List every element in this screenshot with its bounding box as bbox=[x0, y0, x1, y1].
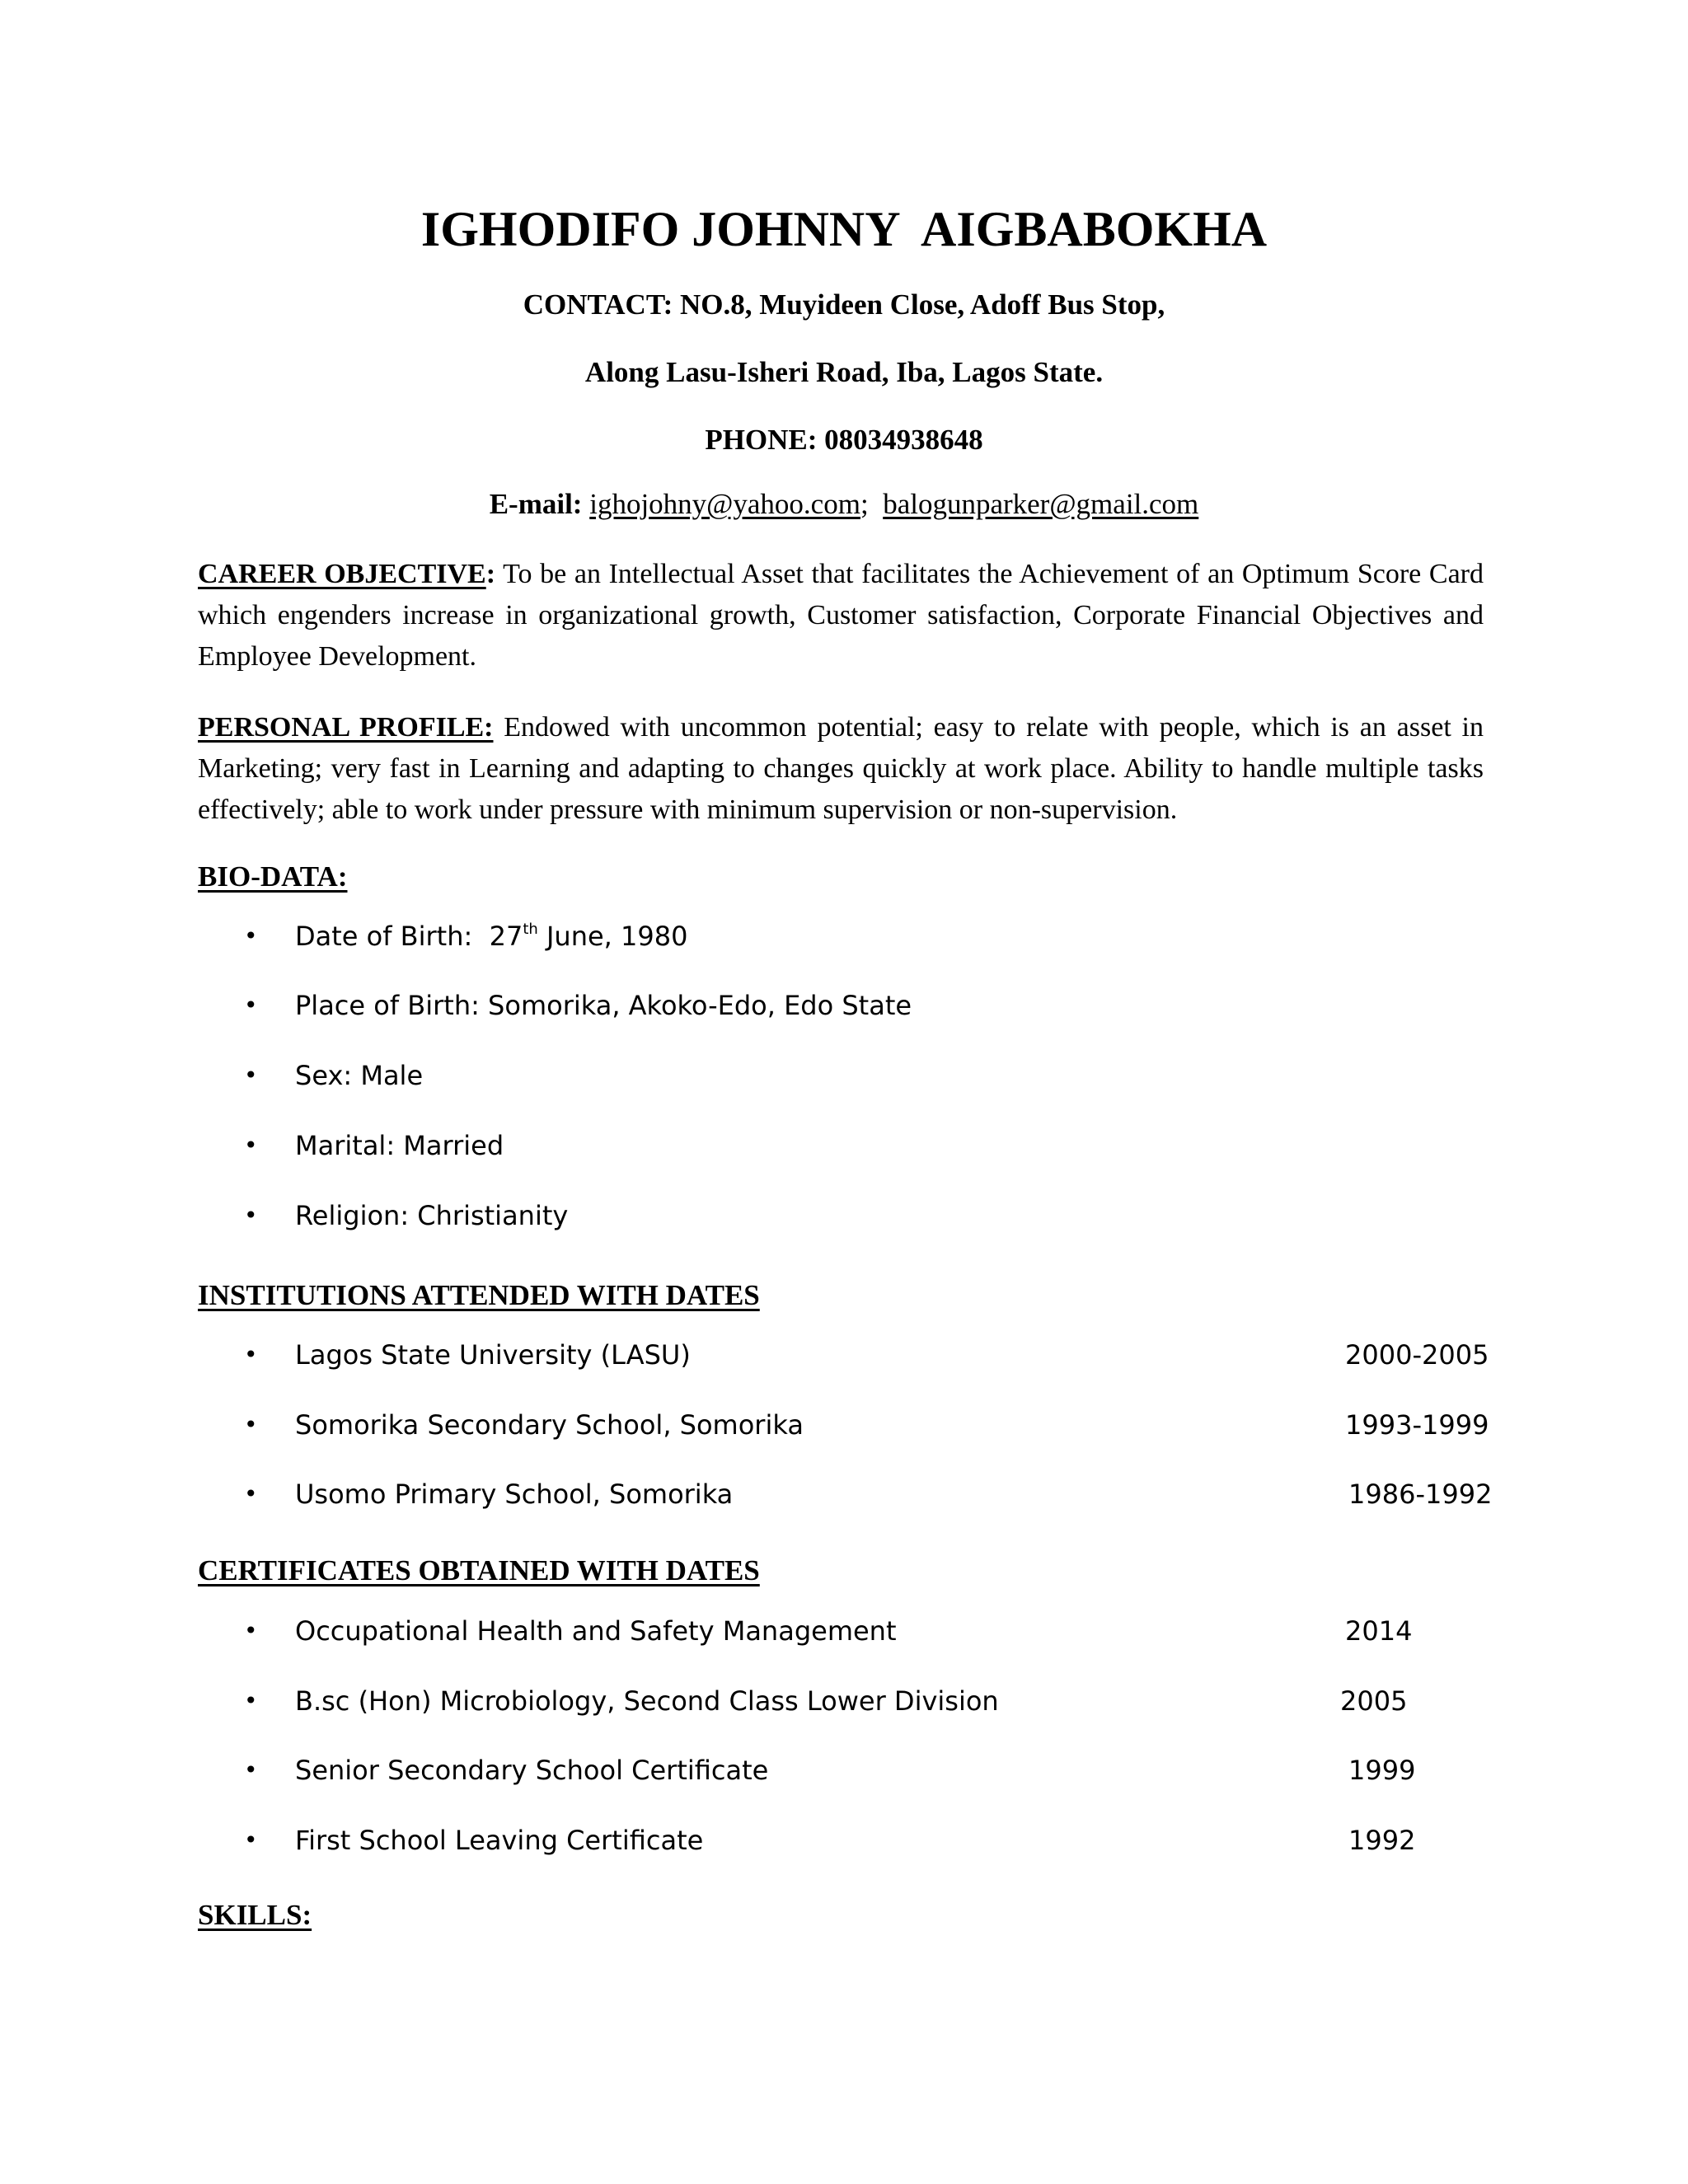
certificates-heading: CERTIFICATES OBTAINED WITH DATES bbox=[198, 1554, 760, 1586]
table-row bbox=[0, 1474, 1688, 1514]
email-line bbox=[0, 485, 1688, 524]
bullet: • bbox=[244, 1687, 258, 1714]
career-objective-heading: CAREER OBJECTIVE bbox=[198, 559, 486, 589]
contact-address-line-2: Along Lasu-Isheri Road, Iba, Lagos State. bbox=[584, 356, 1104, 388]
career-objective-text: To be an Intellectual Asset that facilitates the Achievement of an Optimum Score Card which engenders increase in organizational growth, Customer satisfaction, Corporate Financial Objectives and Employee Development. bbox=[198, 559, 1484, 672]
phone-number: PHONE: 08034938648 bbox=[705, 424, 983, 456]
bullet: • bbox=[244, 1826, 258, 1854]
dob-prefix: Date of Birth: 27 bbox=[295, 921, 523, 952]
dob-superscript: th bbox=[523, 921, 538, 938]
table-row bbox=[0, 1405, 1688, 1445]
bullet: • bbox=[244, 1341, 258, 1368]
bio-place-of-birth: Place of Birth: Somorika, Akoko-Edo, Edo State bbox=[295, 990, 912, 1021]
email-label: E-mail: bbox=[489, 488, 583, 520]
resume-name: IGHODIFO JOHNNY AIGBABOKHA bbox=[420, 202, 1268, 256]
table-row bbox=[0, 1681, 1688, 1721]
table-row bbox=[0, 1335, 1688, 1375]
bullet: • bbox=[244, 1132, 258, 1159]
list-item bbox=[0, 1056, 1688, 1095]
bio-marital: Marital: Married bbox=[295, 1130, 504, 1161]
personal-profile bbox=[198, 707, 1484, 831]
table-row bbox=[0, 1750, 1688, 1790]
bio-sex: Sex: Male bbox=[295, 1060, 424, 1091]
email-link-yahoo[interactable]: ighojohny@yahoo.com bbox=[589, 488, 860, 520]
career-objective bbox=[198, 554, 1484, 677]
list-item bbox=[0, 916, 1688, 956]
certificate-name: Senior Secondary School Certificate bbox=[295, 1755, 769, 1786]
email-separator: ; bbox=[860, 488, 869, 520]
institution-dates: 1993-1999 bbox=[1345, 1409, 1489, 1441]
career-objective-colon: : bbox=[485, 559, 496, 589]
table-row bbox=[0, 1821, 1688, 1860]
certificate-year: 2014 bbox=[1345, 1615, 1413, 1647]
certificate-name: B.sc (Hon) Microbiology, Second Class Lower Division bbox=[295, 1685, 999, 1717]
bio-date-of-birth bbox=[295, 916, 687, 956]
bullet: • bbox=[244, 991, 258, 1019]
certificate-year: 2005 bbox=[1340, 1685, 1408, 1717]
bullet: • bbox=[244, 1480, 258, 1507]
bullet: • bbox=[244, 1617, 258, 1644]
institution-name: Usomo Primary School, Somorika bbox=[295, 1479, 734, 1510]
contact-address-line-1: CONTACT: NO.8, Muyideen Close, Adoff Bus Stop, bbox=[523, 288, 1165, 321]
certificate-year: 1999 bbox=[1348, 1755, 1416, 1786]
bullet: • bbox=[244, 1062, 258, 1089]
list-item bbox=[0, 1196, 1688, 1235]
skills-heading: SKILLS: bbox=[198, 1899, 312, 1931]
bullet: • bbox=[244, 1756, 258, 1783]
certificate-name: First School Leaving Certificate bbox=[295, 1825, 704, 1856]
bullet: • bbox=[244, 922, 258, 949]
institution-name: Lagos State University (LASU) bbox=[295, 1339, 691, 1371]
certificate-year: 1992 bbox=[1348, 1825, 1416, 1856]
bullet: • bbox=[244, 1411, 258, 1438]
certificate-name: Occupational Health and Safety Management bbox=[295, 1615, 897, 1647]
table-row bbox=[0, 1611, 1688, 1651]
bio-religion: Religion: Christianity bbox=[295, 1200, 569, 1231]
dob-rest: June, 1980 bbox=[537, 921, 688, 952]
bullet: • bbox=[244, 1202, 258, 1229]
institution-dates: 2000-2005 bbox=[1345, 1339, 1489, 1371]
personal-profile-heading: PERSONAL PROFILE: bbox=[198, 712, 494, 743]
institutions-heading: INSTITUTIONS ATTENDED WITH DATES bbox=[198, 1279, 760, 1311]
list-item bbox=[0, 986, 1688, 1025]
bio-data-heading: BIO-DATA: bbox=[198, 860, 348, 893]
institution-dates: 1986-1992 bbox=[1348, 1479, 1493, 1510]
list-item bbox=[0, 1126, 1688, 1165]
personal-profile-text: Endowed with uncommon potential; easy to relate with people, which is an asset in Marketing; very fast in Learning and adapting to changes quickly at work place. Ability to handle multiple tasks effectively; able to work under pressure with minimum supervision or non-supervision. bbox=[198, 712, 1484, 825]
institution-name: Somorika Secondary School, Somorika bbox=[295, 1409, 804, 1441]
email-link-gmail[interactable]: balogunparker@gmail.com bbox=[883, 488, 1199, 520]
